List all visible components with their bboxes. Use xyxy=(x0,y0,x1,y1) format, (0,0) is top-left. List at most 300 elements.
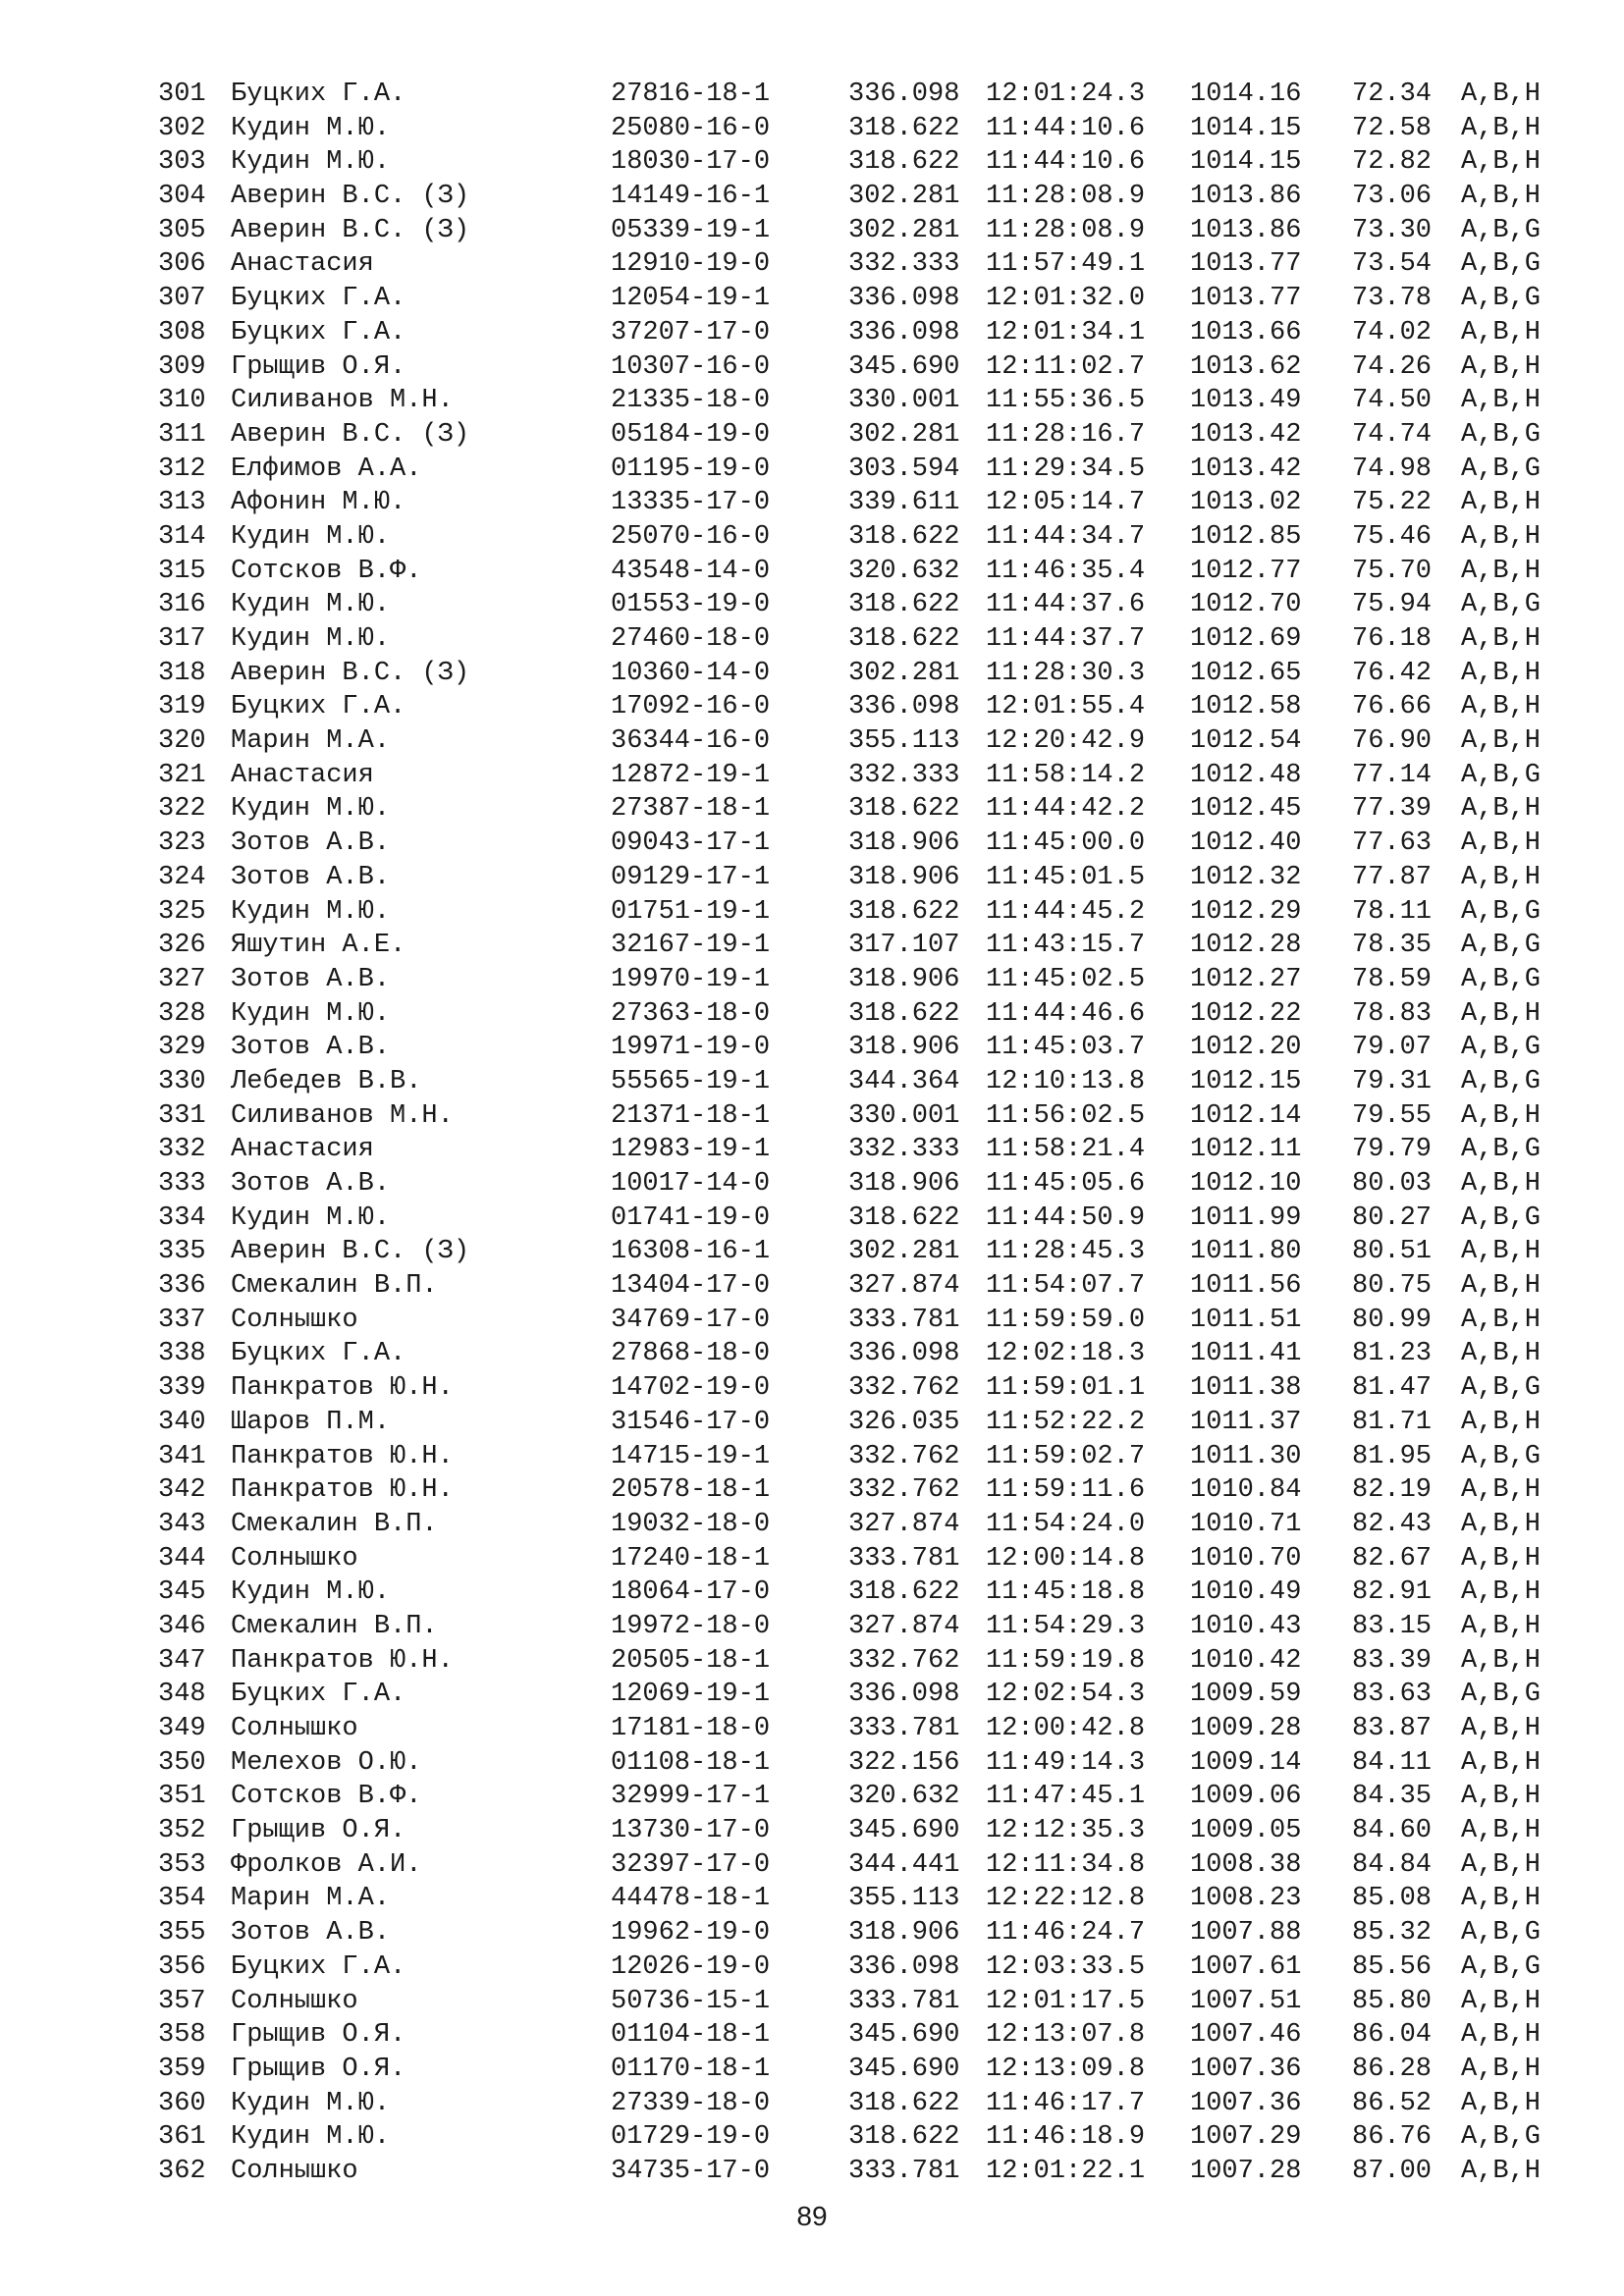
groups-cell: A,B,H xyxy=(1461,1543,1542,1574)
coefficient-cell: 77.14 xyxy=(1352,760,1433,790)
place-cell: 304 xyxy=(158,182,206,212)
distance-cell: 318.622 xyxy=(848,521,960,552)
distance-cell: 318.906 xyxy=(848,1169,960,1199)
distance-cell: 302.281 xyxy=(848,658,960,688)
arrival-time-cell: 11:45:01.5 xyxy=(986,862,1146,892)
ring-number-cell: 55565-19-1 xyxy=(611,1066,771,1096)
distance-cell: 345.690 xyxy=(848,2054,960,2084)
ring-number-cell: 12872-19-1 xyxy=(611,760,771,790)
speed-cell: 1011.80 xyxy=(1190,1237,1302,1267)
groups-cell: A,B,H xyxy=(1461,1407,1542,1437)
fancier-name-cell: Кудин М.Ю. xyxy=(231,2088,391,2118)
groups-cell: A,B,H xyxy=(1461,998,1542,1029)
coefficient-cell: 85.56 xyxy=(1352,1951,1433,1982)
ring-number-cell: 19971-19-0 xyxy=(611,1033,771,1063)
fancier-name-cell: Кудин М.Ю. xyxy=(231,624,391,654)
ring-number-cell: 20578-18-1 xyxy=(611,1475,771,1506)
distance-cell: 320.632 xyxy=(848,1782,960,1812)
arrival-time-cell: 11:45:05.6 xyxy=(986,1169,1146,1199)
distance-cell: 336.098 xyxy=(848,692,960,722)
coefficient-cell: 78.83 xyxy=(1352,998,1433,1029)
place-cell: 332 xyxy=(158,1135,206,1165)
coefficient-cell: 80.03 xyxy=(1352,1169,1433,1199)
arrival-time-cell: 12:03:33.5 xyxy=(986,1951,1146,1982)
arrival-time-cell: 11:28:16.7 xyxy=(986,419,1146,450)
arrival-time-cell: 12:11:02.7 xyxy=(986,351,1146,382)
groups-cell: A,B,H xyxy=(1461,2156,1542,2186)
arrival-time-cell: 12:01:32.0 xyxy=(986,284,1146,314)
ring-number-cell: 05339-19-1 xyxy=(611,215,771,245)
coefficient-cell: 81.71 xyxy=(1352,1407,1433,1437)
fancier-name-cell: Елфимов А.А. xyxy=(231,454,422,484)
arrival-time-cell: 11:57:49.1 xyxy=(986,249,1146,280)
table-row xyxy=(158,316,1562,350)
coefficient-cell: 81.23 xyxy=(1352,1339,1433,1369)
arrival-time-cell: 11:46:18.9 xyxy=(986,2122,1146,2153)
speed-cell: 1007.36 xyxy=(1190,2088,1302,2118)
fancier-name-cell: Афонин М.Ю. xyxy=(231,488,406,518)
distance-cell: 332.762 xyxy=(848,1475,960,1506)
speed-cell: 1012.10 xyxy=(1190,1169,1302,1199)
coefficient-cell: 75.70 xyxy=(1352,556,1433,586)
ring-number-cell: 16308-16-1 xyxy=(611,1237,771,1267)
speed-cell: 1008.38 xyxy=(1190,1849,1302,1880)
speed-cell: 1013.77 xyxy=(1190,284,1302,314)
table-row xyxy=(158,112,1562,146)
speed-cell: 1009.06 xyxy=(1190,1782,1302,1812)
place-cell: 353 xyxy=(158,1849,206,1880)
fancier-name-cell: Солнышко xyxy=(231,2156,358,2186)
fancier-name-cell: Сотсков В.Ф. xyxy=(231,556,422,586)
speed-cell: 1013.86 xyxy=(1190,215,1302,245)
groups-cell: A,B,H xyxy=(1461,1100,1542,1131)
fancier-name-cell: Солнышко xyxy=(231,1714,358,1743)
place-cell: 334 xyxy=(158,1202,206,1233)
groups-cell: A,B,H xyxy=(1461,556,1542,586)
groups-cell: A,B,G xyxy=(1461,249,1542,280)
distance-cell: 318.906 xyxy=(848,828,960,859)
fancier-name-cell: Солнышко xyxy=(231,1305,358,1335)
distance-cell: 333.781 xyxy=(848,1543,960,1574)
ring-number-cell: 19032-18-0 xyxy=(611,1509,771,1539)
table-row xyxy=(158,247,1562,282)
distance-cell: 318.622 xyxy=(848,147,960,178)
coefficient-cell: 86.28 xyxy=(1352,2054,1433,2084)
groups-cell: A,B,H xyxy=(1461,1169,1542,1199)
table-row xyxy=(158,180,1562,214)
arrival-time-cell: 11:59:19.8 xyxy=(986,1645,1146,1676)
distance-cell: 333.781 xyxy=(848,1305,960,1335)
table-row xyxy=(158,1814,1562,1848)
place-cell: 305 xyxy=(158,215,206,245)
arrival-time-cell: 11:44:46.6 xyxy=(986,998,1146,1029)
fancier-name-cell: Фролков А.И. xyxy=(231,1849,422,1880)
place-cell: 316 xyxy=(158,590,206,620)
speed-cell: 1013.77 xyxy=(1190,249,1302,280)
ring-number-cell: 10307-16-0 xyxy=(611,351,771,382)
arrival-time-cell: 12:22:12.8 xyxy=(986,1884,1146,1914)
speed-cell: 1007.36 xyxy=(1190,2054,1302,2084)
place-cell: 331 xyxy=(158,1100,206,1131)
distance-cell: 336.098 xyxy=(848,1951,960,1982)
fancier-name-cell: Анастасия xyxy=(231,249,374,280)
ring-number-cell: 20505-18-1 xyxy=(611,1645,771,1676)
table-row xyxy=(158,1985,1562,2019)
arrival-time-cell: 11:45:18.8 xyxy=(986,1577,1146,1608)
groups-cell: A,B,H xyxy=(1461,113,1542,143)
table-row xyxy=(158,1167,1562,1201)
distance-cell: 322.156 xyxy=(848,1747,960,1778)
place-cell: 328 xyxy=(158,998,206,1029)
table-row xyxy=(158,2120,1562,2155)
arrival-time-cell: 12:01:17.5 xyxy=(986,1986,1146,2016)
table-row xyxy=(158,724,1562,759)
coefficient-cell: 83.39 xyxy=(1352,1645,1433,1676)
table-row xyxy=(158,1065,1562,1099)
groups-cell: A,B,G xyxy=(1461,215,1542,245)
speed-cell: 1011.99 xyxy=(1190,1202,1302,1233)
place-cell: 348 xyxy=(158,1680,206,1710)
arrival-time-cell: 11:28:45.3 xyxy=(986,1237,1146,1267)
fancier-name-cell: Анастасия xyxy=(231,1135,374,1165)
coefficient-cell: 80.99 xyxy=(1352,1305,1433,1335)
arrival-time-cell: 12:10:13.8 xyxy=(986,1066,1146,1096)
arrival-time-cell: 11:45:00.0 xyxy=(986,828,1146,859)
distance-cell: 355.113 xyxy=(848,1884,960,1914)
table-row xyxy=(158,588,1562,622)
distance-cell: 336.098 xyxy=(848,284,960,314)
table-row xyxy=(158,486,1562,520)
coefficient-cell: 81.95 xyxy=(1352,1441,1433,1471)
groups-cell: A,B,G xyxy=(1461,590,1542,620)
speed-cell: 1013.02 xyxy=(1190,488,1302,518)
arrival-time-cell: 11:44:10.6 xyxy=(986,113,1146,143)
place-cell: 320 xyxy=(158,726,206,757)
speed-cell: 1012.15 xyxy=(1190,1066,1302,1096)
fancier-name-cell: Солнышко xyxy=(231,1986,358,2016)
place-cell: 314 xyxy=(158,521,206,552)
ring-number-cell: 01751-19-1 xyxy=(611,896,771,927)
groups-cell: A,B,H xyxy=(1461,862,1542,892)
arrival-time-cell: 11:28:30.3 xyxy=(986,658,1146,688)
fancier-name-cell: Кудин М.Ю. xyxy=(231,896,391,927)
arrival-time-cell: 12:02:18.3 xyxy=(986,1339,1146,1369)
ring-number-cell: 19970-19-1 xyxy=(611,964,771,994)
fancier-name-cell: Лебедев В.В. xyxy=(231,1066,422,1096)
groups-cell: A,B,H xyxy=(1461,1271,1542,1302)
fancier-name-cell: Смекалин В.П. xyxy=(231,1271,438,1302)
table-row xyxy=(158,1304,1562,1338)
speed-cell: 1011.41 xyxy=(1190,1339,1302,1369)
place-cell: 307 xyxy=(158,284,206,314)
coefficient-cell: 83.63 xyxy=(1352,1680,1433,1710)
groups-cell: A,B,H xyxy=(1461,1645,1542,1676)
speed-cell: 1009.05 xyxy=(1190,1816,1302,1846)
arrival-time-cell: 11:59:01.1 xyxy=(986,1373,1146,1404)
distance-cell: 318.622 xyxy=(848,998,960,1029)
groups-cell: A,B,H xyxy=(1461,2020,1542,2051)
speed-cell: 1012.29 xyxy=(1190,896,1302,927)
distance-cell: 332.333 xyxy=(848,249,960,280)
arrival-time-cell: 11:54:29.3 xyxy=(986,1611,1146,1641)
groups-cell: A,B,G xyxy=(1461,896,1542,927)
fancier-name-cell: Аверин В.С. (З) xyxy=(231,182,470,212)
coefficient-cell: 83.15 xyxy=(1352,1611,1433,1641)
place-cell: 326 xyxy=(158,931,206,961)
table-row xyxy=(158,657,1562,691)
fancier-name-cell: Марин М.А. xyxy=(231,726,391,757)
coefficient-cell: 72.58 xyxy=(1352,113,1433,143)
coefficient-cell: 85.80 xyxy=(1352,1986,1433,2016)
distance-cell: 332.333 xyxy=(848,760,960,790)
distance-cell: 302.281 xyxy=(848,182,960,212)
ring-number-cell: 27339-18-0 xyxy=(611,2088,771,2118)
ring-number-cell: 01170-18-1 xyxy=(611,2054,771,2084)
place-cell: 358 xyxy=(158,2020,206,2051)
fancier-name-cell: Марин М.А. xyxy=(231,1884,391,1914)
fancier-name-cell: Зотов А.В. xyxy=(231,862,391,892)
groups-cell: A,B,H xyxy=(1461,147,1542,178)
groups-cell: A,B,H xyxy=(1461,828,1542,859)
table-row xyxy=(158,1780,1562,1814)
groups-cell: A,B,G xyxy=(1461,964,1542,994)
place-cell: 339 xyxy=(158,1373,206,1404)
place-cell: 345 xyxy=(158,1577,206,1608)
speed-cell: 1012.32 xyxy=(1190,862,1302,892)
arrival-time-cell: 12:01:55.4 xyxy=(986,692,1146,722)
table-row xyxy=(158,1610,1562,1644)
ring-number-cell: 32167-19-1 xyxy=(611,931,771,961)
place-cell: 317 xyxy=(158,624,206,654)
coefficient-cell: 73.06 xyxy=(1352,182,1433,212)
place-cell: 303 xyxy=(158,147,206,178)
table-row xyxy=(158,1269,1562,1304)
fancier-name-cell: Кудин М.Ю. xyxy=(231,147,391,178)
ring-number-cell: 01553-19-0 xyxy=(611,590,771,620)
distance-cell: 318.622 xyxy=(848,113,960,143)
ring-number-cell: 19962-19-0 xyxy=(611,1918,771,1949)
fancier-name-cell: Буцких Г.А. xyxy=(231,80,406,109)
speed-cell: 1013.42 xyxy=(1190,419,1302,450)
speed-cell: 1012.11 xyxy=(1190,1135,1302,1165)
table-row xyxy=(158,759,1562,793)
groups-cell: A,B,H xyxy=(1461,386,1542,416)
distance-cell: 326.035 xyxy=(848,1407,960,1437)
arrival-time-cell: 11:58:14.2 xyxy=(986,760,1146,790)
ring-number-cell: 10017-14-0 xyxy=(611,1169,771,1199)
distance-cell: 318.622 xyxy=(848,624,960,654)
ring-number-cell: 01108-18-1 xyxy=(611,1747,771,1778)
table-row xyxy=(158,997,1562,1032)
distance-cell: 332.762 xyxy=(848,1373,960,1404)
arrival-time-cell: 12:00:14.8 xyxy=(986,1543,1146,1574)
coefficient-cell: 79.55 xyxy=(1352,1100,1433,1131)
coefficient-cell: 83.87 xyxy=(1352,1714,1433,1743)
ring-number-cell: 17240-18-1 xyxy=(611,1543,771,1574)
ring-number-cell: 25070-16-0 xyxy=(611,521,771,552)
coefficient-cell: 77.87 xyxy=(1352,862,1433,892)
ring-number-cell: 01729-19-0 xyxy=(611,2122,771,2153)
distance-cell: 344.441 xyxy=(848,1849,960,1880)
distance-cell: 330.001 xyxy=(848,1100,960,1131)
groups-cell: A,B,G xyxy=(1461,1918,1542,1949)
groups-cell: A,B,G xyxy=(1461,931,1542,961)
place-cell: 329 xyxy=(158,1033,206,1063)
speed-cell: 1013.49 xyxy=(1190,386,1302,416)
speed-cell: 1010.49 xyxy=(1190,1577,1302,1608)
speed-cell: 1011.51 xyxy=(1190,1305,1302,1335)
table-row xyxy=(158,384,1562,418)
table-row xyxy=(158,1644,1562,1679)
arrival-time-cell: 11:29:34.5 xyxy=(986,454,1146,484)
results-table xyxy=(158,78,1562,2189)
place-cell: 343 xyxy=(158,1509,206,1539)
distance-cell: 318.906 xyxy=(848,862,960,892)
speed-cell: 1012.85 xyxy=(1190,521,1302,552)
fancier-name-cell: Грыщив О.Я. xyxy=(231,2054,406,2084)
speed-cell: 1012.69 xyxy=(1190,624,1302,654)
coefficient-cell: 84.60 xyxy=(1352,1816,1433,1846)
distance-cell: 317.107 xyxy=(848,931,960,961)
table-row xyxy=(158,1473,1562,1508)
groups-cell: A,B,H xyxy=(1461,1986,1542,2016)
distance-cell: 318.622 xyxy=(848,896,960,927)
coefficient-cell: 82.19 xyxy=(1352,1475,1433,1506)
coefficient-cell: 72.82 xyxy=(1352,147,1433,178)
speed-cell: 1009.59 xyxy=(1190,1680,1302,1710)
distance-cell: 318.622 xyxy=(848,2088,960,2118)
speed-cell: 1010.71 xyxy=(1190,1509,1302,1539)
place-cell: 347 xyxy=(158,1645,206,1676)
table-row xyxy=(158,1440,1562,1474)
groups-cell: A,B,H xyxy=(1461,1611,1542,1641)
arrival-time-cell: 11:28:08.9 xyxy=(986,215,1146,245)
groups-cell: A,B,G xyxy=(1461,419,1542,450)
distance-cell: 345.690 xyxy=(848,1816,960,1846)
place-cell: 327 xyxy=(158,964,206,994)
place-cell: 356 xyxy=(158,1951,206,1982)
distance-cell: 318.622 xyxy=(848,1202,960,1233)
ring-number-cell: 27363-18-0 xyxy=(611,998,771,1029)
ring-number-cell: 25080-16-0 xyxy=(611,113,771,143)
table-row xyxy=(158,792,1562,827)
groups-cell: A,B,H xyxy=(1461,1305,1542,1335)
distance-cell: 318.906 xyxy=(848,1033,960,1063)
table-row xyxy=(158,1406,1562,1440)
groups-cell: A,B,H xyxy=(1461,1577,1542,1608)
place-cell: 313 xyxy=(158,488,206,518)
ring-number-cell: 05184-19-0 xyxy=(611,419,771,450)
place-cell: 311 xyxy=(158,419,206,450)
groups-cell: A,B,H xyxy=(1461,317,1542,347)
speed-cell: 1012.45 xyxy=(1190,794,1302,825)
arrival-time-cell: 11:59:11.6 xyxy=(986,1475,1146,1506)
ring-number-cell: 27816-18-1 xyxy=(611,80,771,109)
groups-cell: A,B,H xyxy=(1461,182,1542,212)
table-row xyxy=(158,622,1562,657)
arrival-time-cell: 12:01:34.1 xyxy=(986,317,1146,347)
distance-cell: 336.098 xyxy=(848,80,960,109)
groups-cell: A,B,H xyxy=(1461,1509,1542,1539)
place-cell: 323 xyxy=(158,828,206,859)
place-cell: 325 xyxy=(158,896,206,927)
fancier-name-cell: Аверин В.С. (З) xyxy=(231,1237,470,1267)
distance-cell: 333.781 xyxy=(848,2156,960,2186)
ring-number-cell: 12910-19-0 xyxy=(611,249,771,280)
speed-cell: 1011.56 xyxy=(1190,1271,1302,1302)
speed-cell: 1007.61 xyxy=(1190,1951,1302,1982)
groups-cell: A,B,H xyxy=(1461,1747,1542,1778)
fancier-name-cell: Мелехов О.Ю. xyxy=(231,1747,422,1778)
coefficient-cell: 80.51 xyxy=(1352,1237,1433,1267)
table-row xyxy=(158,555,1562,589)
place-cell: 336 xyxy=(158,1271,206,1302)
arrival-time-cell: 11:46:17.7 xyxy=(986,2088,1146,2118)
distance-cell: 327.874 xyxy=(848,1271,960,1302)
coefficient-cell: 74.02 xyxy=(1352,317,1433,347)
table-row xyxy=(158,2155,1562,2189)
coefficient-cell: 76.66 xyxy=(1352,692,1433,722)
distance-cell: 318.622 xyxy=(848,1577,960,1608)
table-row xyxy=(158,214,1562,248)
arrival-time-cell: 11:44:37.7 xyxy=(986,624,1146,654)
arrival-time-cell: 11:44:37.6 xyxy=(986,590,1146,620)
distance-cell: 302.281 xyxy=(848,1237,960,1267)
place-cell: 335 xyxy=(158,1237,206,1267)
speed-cell: 1012.77 xyxy=(1190,556,1302,586)
speed-cell: 1008.23 xyxy=(1190,1884,1302,1914)
fancier-name-cell: Яшутин А.Е. xyxy=(231,931,406,961)
arrival-time-cell: 11:44:45.2 xyxy=(986,896,1146,927)
arrival-time-cell: 11:44:42.2 xyxy=(986,794,1146,825)
speed-cell: 1013.66 xyxy=(1190,317,1302,347)
fancier-name-cell: Панкратов Ю.Н. xyxy=(231,1645,454,1676)
coefficient-cell: 74.26 xyxy=(1352,351,1433,382)
table-row xyxy=(158,1678,1562,1712)
fancier-name-cell: Панкратов Ю.Н. xyxy=(231,1373,454,1404)
arrival-time-cell: 11:45:02.5 xyxy=(986,964,1146,994)
distance-cell: 336.098 xyxy=(848,317,960,347)
arrival-time-cell: 11:56:02.5 xyxy=(986,1100,1146,1131)
coefficient-cell: 74.50 xyxy=(1352,386,1433,416)
place-cell: 338 xyxy=(158,1339,206,1369)
groups-cell: A,B,G xyxy=(1461,1951,1542,1982)
distance-cell: 318.622 xyxy=(848,794,960,825)
fancier-name-cell: Панкратов Ю.Н. xyxy=(231,1441,454,1471)
table-row xyxy=(158,861,1562,895)
speed-cell: 1012.22 xyxy=(1190,998,1302,1029)
distance-cell: 355.113 xyxy=(848,726,960,757)
fancier-name-cell: Кудин М.Ю. xyxy=(231,998,391,1029)
place-cell: 310 xyxy=(158,386,206,416)
arrival-time-cell: 12:05:14.7 xyxy=(986,488,1146,518)
fancier-name-cell: Сотсков В.Ф. xyxy=(231,1782,422,1812)
coefficient-cell: 85.32 xyxy=(1352,1918,1433,1949)
place-cell: 330 xyxy=(158,1066,206,1096)
distance-cell: 302.281 xyxy=(848,419,960,450)
coefficient-cell: 79.31 xyxy=(1352,1066,1433,1096)
groups-cell: A,B,G xyxy=(1461,1033,1542,1063)
speed-cell: 1012.58 xyxy=(1190,692,1302,722)
speed-cell: 1012.40 xyxy=(1190,828,1302,859)
place-cell: 315 xyxy=(158,556,206,586)
distance-cell: 345.690 xyxy=(848,2020,960,2051)
place-cell: 361 xyxy=(158,2122,206,2153)
coefficient-cell: 86.76 xyxy=(1352,2122,1433,2153)
fancier-name-cell: Буцких Г.А. xyxy=(231,317,406,347)
table-row xyxy=(158,520,1562,555)
coefficient-cell: 76.90 xyxy=(1352,726,1433,757)
